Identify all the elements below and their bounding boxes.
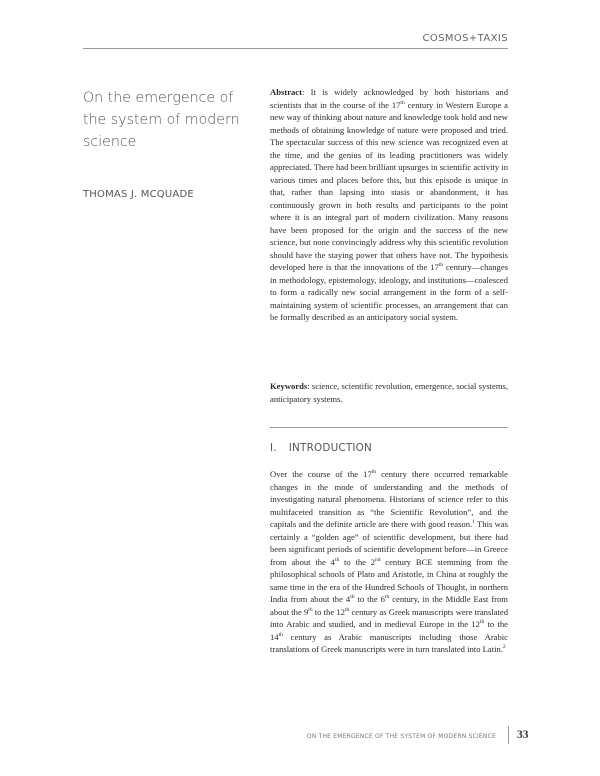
keywords bbox=[270, 380, 508, 405]
footnote-marker[interactable]: 1 bbox=[472, 519, 475, 526]
footer-separator bbox=[508, 726, 509, 744]
abstract-part: : It is widely acknowledged by both historians and scientists that in the course of the 17 bbox=[270, 87, 508, 110]
superscript: nd bbox=[375, 556, 381, 563]
superscript: th bbox=[371, 469, 377, 476]
abstract-text bbox=[270, 86, 508, 324]
superscript: th bbox=[334, 556, 340, 563]
section-number: I. bbox=[270, 442, 277, 454]
superscript: th bbox=[479, 619, 485, 626]
text: to the 12 bbox=[312, 606, 345, 617]
keywords-text bbox=[270, 380, 508, 405]
text: This was certainly a “golden age” of scientific development, but there had been significant periods of scientific development before—in Greece from about the 4 bbox=[270, 519, 508, 567]
text: to the 6 bbox=[354, 594, 385, 604]
journal-name: COSMOS+TAXIS bbox=[422, 33, 508, 44]
text: century as Arabic manuscripts including those Arabic translations of Greek manuscripts were in turn translated into Latin. bbox=[270, 631, 508, 654]
introduction-body bbox=[270, 468, 508, 656]
title-block bbox=[83, 87, 248, 200]
article-title: On the emergence of the system of modern science bbox=[83, 90, 240, 150]
author-name: THOMAS J. MCQUADE bbox=[83, 189, 194, 200]
superscript: th bbox=[344, 606, 350, 613]
superscript: th bbox=[350, 594, 355, 601]
page-number: 33 bbox=[517, 729, 529, 741]
abstract-part: century—changes in methodology, epistemology, ideology, and institutions—coalesced to form a radically new social arrangement in the form of a self-maintaining system of scientific processes, an arrangement that can be formally described as an anticipatory social system. bbox=[270, 262, 508, 322]
text: century there occurred remarkable changes in the mode of understanding and the methods of investigating natural phenomena. Historians of science refer to this multifaceted transition as “the Scientific Revolution”, and the capitals and the definite article are there with good reason. bbox=[270, 469, 508, 529]
text: century BCE stemming from the philosophical schools of Plato and Aristotle, in China at roughly the same time in the era of the Hundred Schools of Thought, in northern India from about the 4 bbox=[270, 556, 508, 604]
text: Over the course of the 17 bbox=[270, 469, 372, 479]
text: century, in the Middle East from about the 9 bbox=[270, 594, 508, 617]
section-rule bbox=[270, 427, 508, 428]
keywords-label: Keywords bbox=[270, 381, 308, 391]
abstract bbox=[270, 86, 508, 324]
header-rule bbox=[83, 48, 508, 49]
superscript: th bbox=[308, 606, 313, 613]
footnote-marker[interactable]: 2 bbox=[502, 644, 506, 651]
superscript: th bbox=[400, 99, 405, 106]
introduction-paragraph bbox=[270, 468, 508, 656]
superscript: th bbox=[438, 262, 444, 269]
text: century as Greek manuscripts were translated into Arabic and studied, and in medieval Europe in the 12 bbox=[270, 606, 508, 629]
section-heading bbox=[270, 442, 372, 454]
section-title: INTRODUCTION bbox=[288, 442, 372, 454]
footer-running-title: ON THE EMERGENCE OF THE SYSTEM OF MODERN SCIENCE bbox=[306, 733, 496, 740]
abstract-part: century in Western Europe a new way of thinking about nature and knowledge took hold and new methods of obtaining knowledge of nature were proposed and tried. The spectacular success of this new science was recognized even at the time, and the genius of its leading practitioners was widely appreciated. There had been brilliant upsurges in scientific activity in various times and places before this, but this episode is unique in that, rather than lapsing into stasis or abandonment, it has continuously grown in both results and participants to the point where it is an integral part of modern civilization. Many reasons have been proposed for the origin and the success of the new science, but none convincingly address why this scientific revolution should have the staying power that others have not. The hypothesis developed here is that the innovations of the 17 bbox=[270, 99, 508, 272]
keywords-list: : science, scientific revolution, emergence, social systems, anticipatory systems. bbox=[270, 381, 508, 404]
text: to the 2 bbox=[339, 556, 376, 567]
superscript: th bbox=[384, 594, 390, 601]
text: to the 14 bbox=[270, 619, 509, 642]
abstract-label: Abstract bbox=[270, 87, 302, 97]
superscript: th bbox=[278, 631, 283, 638]
